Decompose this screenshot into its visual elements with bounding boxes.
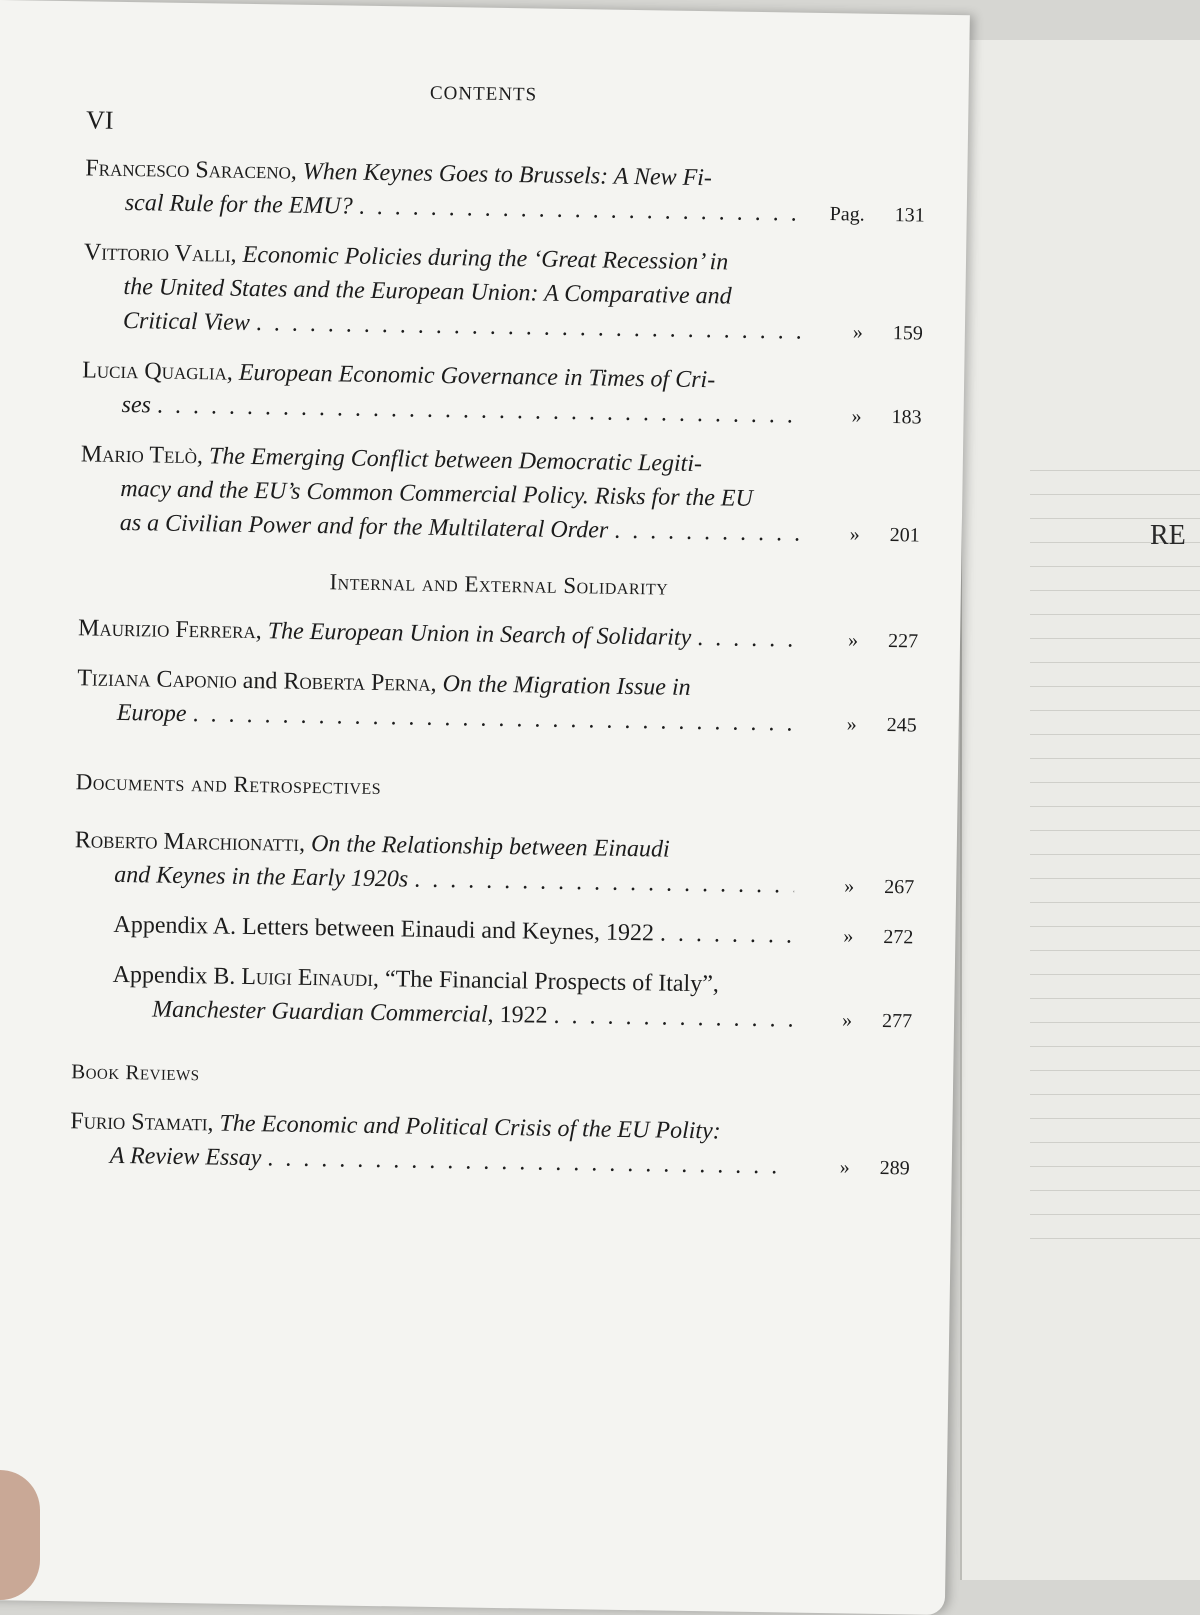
toc-entry-stamati[interactable]: Furio Stamati, The Economic and Political Crisis of the EU Polity: A Review Essay . . . » 289 [70, 1104, 911, 1185]
entry-page: 201 [889, 524, 920, 547]
toc-entry-caponio-perna[interactable]: Tiziana Caponio and Roberta Perna, On the Migration Issue in Europe . . . » 245 [77, 661, 918, 742]
entry-title: On the Migration Issue in [442, 671, 691, 701]
author-conjunction: and [242, 667, 278, 695]
entry-author: Luigi Einaudi [241, 963, 374, 992]
leader-dots [256, 306, 804, 349]
leader-dots [267, 1141, 790, 1183]
toc-entry-appendix-a[interactable] [73, 907, 913, 954]
entry-page: 272 [883, 925, 914, 949]
entry-title-cont: and Keynes in the Early 1920s [114, 861, 409, 893]
entry-page: 227 [887, 630, 919, 653]
appendix-b-year: , 1922 [487, 1001, 548, 1029]
entry-author: Roberto Marchionatti [74, 827, 300, 857]
entry-page: 245 [886, 714, 917, 737]
toc-entry-appendix-b[interactable] [72, 957, 913, 1038]
section-heading-solidarity: Internal and External Solidarity [329, 569, 669, 600]
page-prefix: » [847, 629, 859, 652]
entry-author: Maurizio Ferrera [77, 615, 256, 645]
entry-title-cont: scal Rule for the EMU? [124, 189, 353, 220]
entry-page: 267 [884, 875, 915, 899]
entry-title-cont: A Review Essay [109, 1142, 262, 1172]
page-prefix: » [851, 405, 862, 428]
entry-title: When Keynes Goes to Brussels: A New Fi- [302, 158, 713, 192]
entry-page: 183 [891, 406, 922, 429]
entry-title: European Economic Governance in Times of Cri- [238, 359, 716, 394]
running-head: CONTENTS [429, 82, 538, 106]
entry-author: Tiziana Caponio [77, 665, 237, 694]
toc-entry-marchionatti[interactable]: Roberto Marchionatti, On the Relationship between Einaudi and Keynes in the Early 1920s . . . » 267 [74, 823, 915, 904]
entry-title-last: as a Civilian Power and for the Multilateral Order [119, 509, 609, 544]
entry-author: Francesco Saraceno [85, 155, 292, 185]
entry-title: The Emerging Conflict between Democratic Legiti- [208, 443, 703, 478]
entry-page: 277 [881, 1009, 913, 1033]
entry-author: Furio Stamati [70, 1108, 208, 1137]
leader-dots [157, 389, 802, 433]
section-heading-reviews: Book Reviews [70, 1059, 200, 1086]
entry-title-cont: Europe [116, 699, 187, 728]
leader-dots [697, 621, 798, 657]
appendix-b-title: , “The Financial Prospects of Italy”, [372, 965, 720, 998]
toc-entry-telo[interactable]: Mario Telò, The Emerging Conflict between Democratic Legiti- macy and the EU’s Common Commercial Policy. Risks for the EU as a Civilian Power and for the Multilateral Order . . . » 201 [80, 437, 921, 552]
table-of-contents [69, 151, 925, 1201]
entry-title: On the Relationship between Einaudi [310, 830, 670, 863]
facing-page-heading-fragment: RE [1150, 520, 1186, 551]
entry-title-cont: the United States and the European Union: A Comparative and [123, 273, 732, 310]
entry-page: 159 [892, 322, 924, 345]
entry-title-cont: ses [121, 391, 152, 419]
entry-author: Vittorio Valli [83, 239, 231, 268]
leader-dots [553, 999, 792, 1037]
page-prefix: » [839, 1156, 850, 1179]
appendix-b-lead: Appendix B. [112, 961, 236, 990]
entry-title: The European Union in Search of Solidarity [267, 618, 692, 651]
section-heading-documents: Documents and Retrospectives [75, 769, 382, 800]
entry-author: Mario Telò [80, 441, 198, 470]
leader-dots [358, 190, 805, 231]
entry-page: 131 [894, 204, 925, 227]
toc-entry-saraceno[interactable]: Francesco Saraceno, When Keynes Goes to Brussels: A New Fi- scal Rule for the EMU? . . . Pag. 131 [85, 151, 926, 232]
toc-entry-ferrera[interactable]: Maurizio Ferrera, The European Union in Search of Solidarity . . . » 227 [78, 611, 918, 658]
appendix-b-source: Manchester Guardian Commercial [151, 996, 488, 1028]
entry-title: The Economic and Political Crisis of the EU Polity: [219, 1110, 721, 1145]
leader-dots [614, 514, 800, 551]
page-prefix: Pag. [829, 203, 865, 226]
entry-page: 289 [879, 1156, 910, 1180]
leader-dots [192, 697, 797, 740]
page-number: VI [85, 105, 114, 135]
page-prefix: » [844, 875, 855, 898]
entry-author: Lucia Quaglia [81, 357, 228, 386]
leader-dots [414, 863, 795, 903]
entry-author-second: Roberta Perna [283, 668, 431, 697]
appendix-a-text: Appendix A. Letters between Einaudi and Keynes, 1922 [113, 911, 655, 947]
page-prefix: » [849, 523, 860, 546]
page-prefix: » [852, 321, 864, 344]
toc-entry-quaglia[interactable]: Lucia Quaglia, European Economic Governance in Times of Cri- ses . . . » 183 [81, 353, 922, 434]
page-prefix: » [841, 1009, 853, 1032]
toc-entry-valli[interactable]: Vittorio Valli, Economic Policies during the ‘Great Recession’ in the United States and the European Union: A Comparative and Critical View . . . » 159 [83, 235, 924, 350]
entry-title-cont: macy and the EU’s Common Commercial Policy. Risks for the EU [120, 475, 754, 512]
entry-title: Economic Policies during the ‘Great Recession’ in [242, 241, 729, 276]
leader-dots [660, 916, 794, 952]
page-prefix: » [846, 713, 857, 736]
facing-page-text-lines [1030, 470, 1200, 1262]
thumb [0, 1470, 40, 1600]
page-prefix: » [843, 925, 854, 948]
entry-title-last: Critical View [122, 307, 251, 336]
